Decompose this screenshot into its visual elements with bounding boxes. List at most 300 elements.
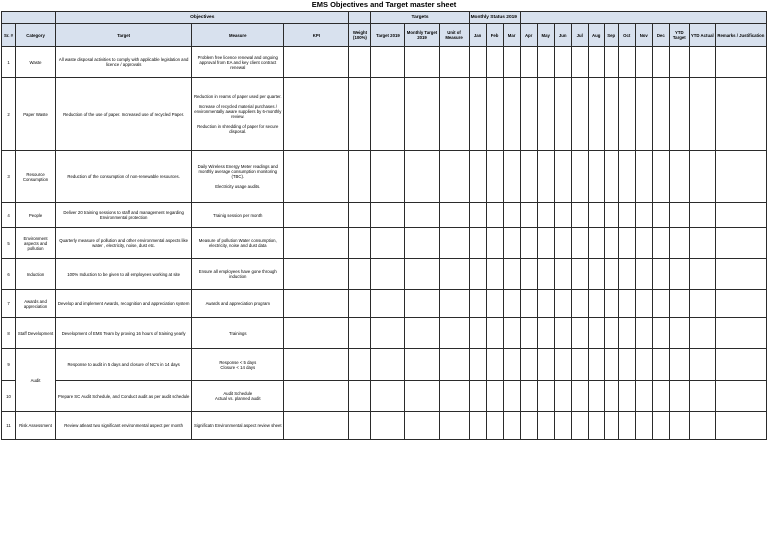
row-empty-cell — [588, 151, 604, 203]
row-empty-cell — [284, 203, 349, 228]
row-target: 100% Induction to be given to all employees working at site — [56, 259, 192, 290]
row-empty-cell — [503, 228, 520, 259]
row-empty-cell — [469, 381, 486, 412]
row-empty-cell — [669, 318, 689, 349]
row-empty-cell — [349, 151, 371, 203]
row-empty-cell — [652, 381, 669, 412]
row-empty-cell — [439, 381, 469, 412]
row-empty-cell — [486, 151, 503, 203]
row-empty-cell — [571, 203, 588, 228]
row-empty-cell — [469, 259, 486, 290]
row-empty-cell — [537, 47, 554, 78]
row-empty-cell — [715, 290, 766, 318]
row-empty-cell — [537, 78, 554, 151]
table-row — [2, 349, 767, 381]
row-empty-cell — [371, 349, 405, 381]
row-empty-cell — [652, 412, 669, 440]
row-empty-cell — [669, 203, 689, 228]
row-empty-cell — [689, 318, 715, 349]
row-empty-cell — [537, 203, 554, 228]
targets-group-header: Targets — [371, 12, 469, 24]
row-empty-cell — [520, 412, 537, 440]
row-category: People — [16, 203, 56, 228]
row-empty-cell — [618, 381, 635, 412]
col-measure: Measure — [192, 24, 284, 47]
row-empty-cell — [689, 259, 715, 290]
row-empty-cell — [652, 78, 669, 151]
row-empty-cell — [371, 203, 405, 228]
row-empty-cell — [669, 412, 689, 440]
row-empty-cell — [469, 78, 486, 151]
table-row — [2, 259, 767, 290]
col-month-sep: Sep — [604, 24, 618, 47]
row-empty-cell — [588, 47, 604, 78]
row-empty-cell — [669, 78, 689, 151]
row-sr: 7 — [2, 290, 16, 318]
row-empty-cell — [405, 349, 439, 381]
row-empty-cell — [537, 412, 554, 440]
row-empty-cell — [349, 290, 371, 318]
row-empty-cell — [439, 151, 469, 203]
row-empty-cell — [554, 78, 571, 151]
row-empty-cell — [635, 381, 652, 412]
row-empty-cell — [503, 151, 520, 203]
row-empty-cell — [520, 78, 537, 151]
row-empty-cell — [554, 349, 571, 381]
row-measure: Trainig session per month — [192, 203, 284, 228]
row-empty-cell — [520, 349, 537, 381]
col-month-nov: Nov — [635, 24, 652, 47]
row-empty-cell — [503, 259, 520, 290]
row-target: Response to audit in 5 days and closure of NC's in 14 days — [56, 349, 192, 381]
row-empty-cell — [284, 228, 349, 259]
row-empty-cell — [371, 290, 405, 318]
row-empty-cell — [604, 203, 618, 228]
group-blank-cell — [2, 12, 56, 24]
row-empty-cell — [604, 412, 618, 440]
row-empty-cell — [503, 412, 520, 440]
row-target: Reduction of the consumption of non-renewable resources. — [56, 151, 192, 203]
row-empty-cell — [715, 318, 766, 349]
row-sr: 6 — [2, 259, 16, 290]
row-empty-cell — [652, 228, 669, 259]
row-empty-cell — [469, 318, 486, 349]
row-category: Awards and appreciation — [16, 290, 56, 318]
row-empty-cell — [503, 381, 520, 412]
row-empty-cell — [604, 290, 618, 318]
row-empty-cell — [439, 47, 469, 78]
row-empty-cell — [588, 228, 604, 259]
row-empty-cell — [588, 381, 604, 412]
row-empty-cell — [588, 203, 604, 228]
row-empty-cell — [439, 228, 469, 259]
row-empty-cell — [652, 203, 669, 228]
row-empty-cell — [635, 349, 652, 381]
row-measure: Problem free licence renewal and ongoing approval from EA and key client contract renewal — [192, 47, 284, 78]
row-measure: Awards and appreciation program — [192, 290, 284, 318]
row-empty-cell — [520, 318, 537, 349]
row-category: Environment aspects and pollution — [16, 228, 56, 259]
row-empty-cell — [635, 47, 652, 78]
row-sr: 8 — [2, 318, 16, 349]
row-empty-cell — [371, 78, 405, 151]
objectives-table — [1, 11, 767, 440]
row-empty-cell — [689, 381, 715, 412]
row-sr: 2 — [2, 78, 16, 151]
row-empty-cell — [618, 203, 635, 228]
row-sr: 10 — [2, 381, 16, 412]
row-empty-cell — [554, 318, 571, 349]
row-empty-cell — [635, 412, 652, 440]
row-empty-cell — [588, 259, 604, 290]
row-category: Audit — [16, 349, 56, 412]
row-empty-cell — [405, 290, 439, 318]
row-empty-cell — [554, 151, 571, 203]
row-empty-cell — [349, 228, 371, 259]
row-empty-cell — [371, 259, 405, 290]
row-measure: Significatn Environmental aspect review sheet — [192, 412, 284, 440]
row-empty-cell — [689, 228, 715, 259]
row-empty-cell — [349, 412, 371, 440]
row-empty-cell — [503, 318, 520, 349]
row-sr: 5 — [2, 228, 16, 259]
row-empty-cell — [439, 78, 469, 151]
row-category: Risk Assessment — [16, 412, 56, 440]
table-row — [2, 228, 767, 259]
row-empty-cell — [371, 47, 405, 78]
row-empty-cell — [715, 151, 766, 203]
row-empty-cell — [618, 412, 635, 440]
row-empty-cell — [520, 47, 537, 78]
col-month-feb: Feb — [486, 24, 503, 47]
row-empty-cell — [439, 203, 469, 228]
row-empty-cell — [618, 78, 635, 151]
row-empty-cell — [284, 47, 349, 78]
row-empty-cell — [537, 259, 554, 290]
row-empty-cell — [618, 151, 635, 203]
row-empty-cell — [469, 412, 486, 440]
row-empty-cell — [635, 290, 652, 318]
group-header-row — [2, 12, 767, 24]
row-empty-cell — [571, 151, 588, 203]
row-empty-cell — [486, 228, 503, 259]
row-empty-cell — [635, 228, 652, 259]
row-empty-cell — [669, 290, 689, 318]
row-empty-cell — [554, 290, 571, 318]
row-empty-cell — [469, 47, 486, 78]
row-empty-cell — [486, 349, 503, 381]
row-empty-cell — [588, 412, 604, 440]
row-empty-cell — [635, 151, 652, 203]
row-empty-cell — [604, 318, 618, 349]
row-empty-cell — [554, 228, 571, 259]
row-empty-cell — [284, 318, 349, 349]
row-empty-cell — [405, 259, 439, 290]
row-empty-cell — [405, 203, 439, 228]
row-empty-cell — [588, 318, 604, 349]
row-empty-cell — [689, 203, 715, 228]
col-remarks: Remarks / Justification — [715, 24, 766, 47]
row-empty-cell — [571, 259, 588, 290]
row-empty-cell — [371, 412, 405, 440]
row-empty-cell — [635, 203, 652, 228]
row-empty-cell — [588, 349, 604, 381]
row-target: Develop and implement Awards, recognition and appreciation system — [56, 290, 192, 318]
row-empty-cell — [554, 259, 571, 290]
row-empty-cell — [405, 47, 439, 78]
monthly-status-group-header: Monthly Status 2019 — [469, 12, 520, 24]
row-empty-cell — [635, 78, 652, 151]
row-empty-cell — [349, 47, 371, 78]
row-category: Induction — [16, 259, 56, 290]
row-empty-cell — [520, 259, 537, 290]
column-header-row — [2, 24, 767, 47]
col-kpi: KPI — [284, 24, 349, 47]
col-ytd-actual: YTD Actual — [689, 24, 715, 47]
col-month-may: May — [537, 24, 554, 47]
row-empty-cell — [349, 203, 371, 228]
row-measure: Ensure all employees have gone through induction — [192, 259, 284, 290]
row-empty-cell — [669, 259, 689, 290]
row-empty-cell — [604, 259, 618, 290]
row-empty-cell — [652, 151, 669, 203]
row-empty-cell — [439, 412, 469, 440]
col-ytd-target: YTD Target — [669, 24, 689, 47]
row-empty-cell — [349, 381, 371, 412]
row-category: Resource Consumption — [16, 151, 56, 203]
col-month-dec: Dec — [652, 24, 669, 47]
row-empty-cell — [571, 78, 588, 151]
row-empty-cell — [715, 228, 766, 259]
row-empty-cell — [371, 381, 405, 412]
row-empty-cell — [669, 47, 689, 78]
row-empty-cell — [635, 259, 652, 290]
row-category: Staff Development — [16, 318, 56, 349]
row-empty-cell — [652, 47, 669, 78]
row-empty-cell — [571, 228, 588, 259]
row-empty-cell — [604, 47, 618, 78]
row-empty-cell — [669, 349, 689, 381]
row-empty-cell — [503, 78, 520, 151]
col-category: Category — [16, 24, 56, 47]
row-empty-cell — [405, 412, 439, 440]
row-empty-cell — [371, 151, 405, 203]
col-month-aug: Aug — [588, 24, 604, 47]
col-month-apr: Apr — [520, 24, 537, 47]
row-empty-cell — [284, 78, 349, 151]
row-empty-cell — [604, 78, 618, 151]
row-measure: Trainings — [192, 318, 284, 349]
table-row — [2, 290, 767, 318]
group-blank-cell — [520, 12, 766, 24]
table-row — [2, 151, 767, 203]
row-target: Development of EMS Team by proving 16 hours of training yearly — [56, 318, 192, 349]
row-empty-cell — [284, 290, 349, 318]
table-row — [2, 203, 767, 228]
row-empty-cell — [439, 349, 469, 381]
row-empty-cell — [520, 228, 537, 259]
row-empty-cell — [635, 318, 652, 349]
row-empty-cell — [284, 349, 349, 381]
col-month-oct: Oct — [618, 24, 635, 47]
row-empty-cell — [439, 318, 469, 349]
col-month-jan: Jan — [469, 24, 486, 47]
row-empty-cell — [371, 318, 405, 349]
row-empty-cell — [405, 381, 439, 412]
row-empty-cell — [503, 203, 520, 228]
row-empty-cell — [571, 381, 588, 412]
row-target: Reduction of the use of paper. Increased use of recycled Paper. — [56, 78, 192, 151]
row-empty-cell — [652, 349, 669, 381]
row-empty-cell — [618, 290, 635, 318]
row-target: Review atleast two significant environmental aspect per month — [56, 412, 192, 440]
sheet-title: EMS Objectives and Target master sheet — [311, 0, 457, 9]
row-empty-cell — [284, 151, 349, 203]
row-empty-cell — [439, 259, 469, 290]
row-empty-cell — [571, 412, 588, 440]
group-blank-cell — [349, 12, 371, 24]
row-empty-cell — [554, 381, 571, 412]
row-empty-cell — [715, 349, 766, 381]
row-empty-cell — [715, 78, 766, 151]
row-empty-cell — [588, 78, 604, 151]
row-empty-cell — [715, 381, 766, 412]
row-empty-cell — [469, 349, 486, 381]
row-empty-cell — [537, 290, 554, 318]
row-empty-cell — [486, 412, 503, 440]
row-empty-cell — [689, 290, 715, 318]
row-empty-cell — [715, 47, 766, 78]
row-category: Paper Waste — [16, 78, 56, 151]
row-target: Quarterly measure of pollution and other environmental aspects like water , electricity, noise, dust etc. — [56, 228, 192, 259]
row-empty-cell — [571, 318, 588, 349]
row-empty-cell — [715, 203, 766, 228]
row-empty-cell — [669, 228, 689, 259]
col-month-jul: Jul — [571, 24, 588, 47]
row-empty-cell — [349, 259, 371, 290]
row-empty-cell — [284, 381, 349, 412]
row-empty-cell — [537, 349, 554, 381]
row-target: All waste disposal activities to comply with applicable legislation and licence / approvals — [56, 47, 192, 78]
row-empty-cell — [537, 228, 554, 259]
col-unit: Unit of Measure — [439, 24, 469, 47]
row-empty-cell — [486, 318, 503, 349]
row-empty-cell — [537, 381, 554, 412]
row-measure: Daily Wireless Energy Meter readings and monthly average consumption monitoring (TBC). Electricity usage audits. — [192, 151, 284, 203]
row-empty-cell — [537, 151, 554, 203]
row-empty-cell — [689, 78, 715, 151]
table-row — [2, 47, 767, 78]
row-empty-cell — [503, 349, 520, 381]
row-empty-cell — [571, 290, 588, 318]
row-sr: 11 — [2, 412, 16, 440]
row-empty-cell — [349, 318, 371, 349]
row-empty-cell — [520, 381, 537, 412]
row-empty-cell — [588, 290, 604, 318]
row-empty-cell — [486, 47, 503, 78]
col-target: Target — [56, 24, 192, 47]
row-measure: Audit Schedule Actual vs. planned audit — [192, 381, 284, 412]
col-target-2019: Target 2019 — [371, 24, 405, 47]
row-empty-cell — [503, 47, 520, 78]
col-monthly-target: Monthly Target 2019 — [405, 24, 439, 47]
row-empty-cell — [349, 78, 371, 151]
row-empty-cell — [669, 381, 689, 412]
row-empty-cell — [486, 78, 503, 151]
row-empty-cell — [486, 381, 503, 412]
row-sr: 1 — [2, 47, 16, 78]
row-empty-cell — [604, 151, 618, 203]
row-empty-cell — [618, 47, 635, 78]
row-empty-cell — [520, 151, 537, 203]
row-empty-cell — [604, 381, 618, 412]
row-sr: 4 — [2, 203, 16, 228]
row-empty-cell — [469, 290, 486, 318]
row-empty-cell — [652, 290, 669, 318]
row-empty-cell — [284, 259, 349, 290]
col-weight: Weight (100%) — [349, 24, 371, 47]
row-sr: 9 — [2, 349, 16, 381]
row-empty-cell — [469, 203, 486, 228]
row-empty-cell — [554, 412, 571, 440]
table-row — [2, 78, 767, 151]
row-target: Deliver 20 training sessions to staff and management regarding Environmental protection — [56, 203, 192, 228]
objectives-group-header: Objectives — [56, 12, 349, 24]
row-empty-cell — [554, 203, 571, 228]
row-empty-cell — [689, 47, 715, 78]
row-empty-cell — [618, 228, 635, 259]
row-empty-cell — [469, 228, 486, 259]
row-empty-cell — [486, 259, 503, 290]
row-empty-cell — [486, 290, 503, 318]
row-empty-cell — [652, 259, 669, 290]
row-empty-cell — [618, 259, 635, 290]
row-empty-cell — [669, 151, 689, 203]
row-empty-cell — [689, 412, 715, 440]
row-empty-cell — [503, 290, 520, 318]
row-empty-cell — [571, 349, 588, 381]
row-empty-cell — [520, 290, 537, 318]
row-category: Waste — [16, 47, 56, 78]
row-measure: Response < 5 days Closure < 14 days — [192, 349, 284, 381]
row-target: Prepare SC Audit Schedule, and Conduct audit as per audit schedule — [56, 381, 192, 412]
row-empty-cell — [604, 228, 618, 259]
col-month-jun: Jun — [554, 24, 571, 47]
row-empty-cell — [405, 228, 439, 259]
row-empty-cell — [349, 349, 371, 381]
row-empty-cell — [618, 318, 635, 349]
row-empty-cell — [405, 318, 439, 349]
row-empty-cell — [554, 47, 571, 78]
row-empty-cell — [689, 349, 715, 381]
row-empty-cell — [284, 412, 349, 440]
row-empty-cell — [405, 151, 439, 203]
row-empty-cell — [652, 318, 669, 349]
row-measure: Measure of pollution Water consumption, electricity, noise and dust data — [192, 228, 284, 259]
row-empty-cell — [715, 412, 766, 440]
row-empty-cell — [469, 151, 486, 203]
col-sr: Sr. # — [2, 24, 16, 47]
row-measure: Reduction in reams of paper used per quarter. Increase of recycled material purchases / environmentally aware suppliers by 6-monthly review. Reduction in shredding of paper for secure disposal. — [192, 78, 284, 151]
row-empty-cell — [486, 203, 503, 228]
row-empty-cell — [689, 151, 715, 203]
row-empty-cell — [618, 349, 635, 381]
row-sr: 3 — [2, 151, 16, 203]
row-empty-cell — [520, 203, 537, 228]
row-empty-cell — [371, 228, 405, 259]
row-empty-cell — [405, 78, 439, 151]
table-row — [2, 412, 767, 440]
